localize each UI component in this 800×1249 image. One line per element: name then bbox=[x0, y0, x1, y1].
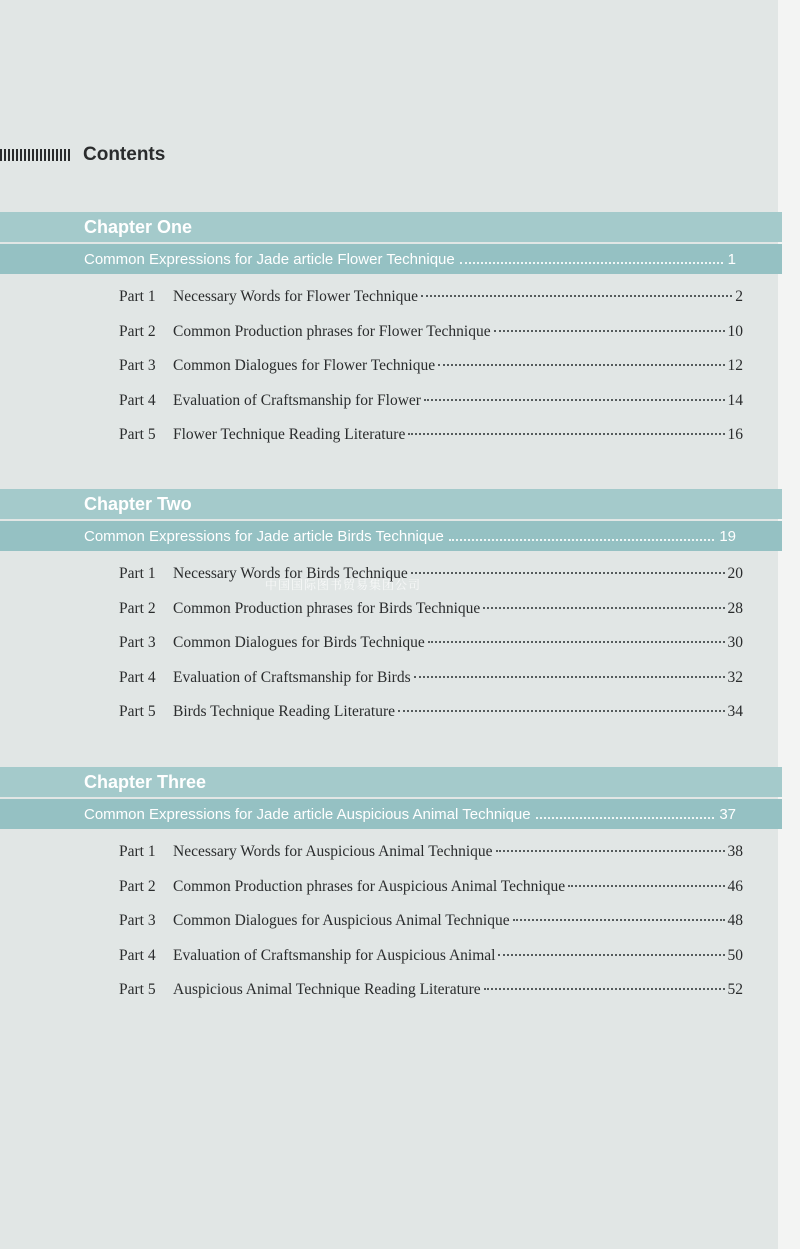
page-number: 34 bbox=[727, 703, 743, 720]
part-number: Part 5 bbox=[119, 703, 156, 720]
toc-entry[interactable] bbox=[0, 349, 782, 384]
toc-entry[interactable] bbox=[0, 904, 782, 939]
page-number: 52 bbox=[727, 981, 743, 998]
part-number: Part 2 bbox=[119, 322, 156, 340]
part-number: Part 5 bbox=[119, 981, 156, 998]
toc-entry[interactable] bbox=[0, 418, 782, 453]
chapter-subtitle: Common Expressions for Jade article Auspicious Animal Technique bbox=[84, 805, 531, 823]
chapter-page-number: 1 bbox=[727, 250, 736, 268]
part-title: Common Dialogues for Auspicious Animal Technique bbox=[173, 912, 510, 929]
part-title: Common Dialogues for Flower Technique bbox=[173, 357, 436, 374]
chapter-subtitle-entry[interactable] bbox=[0, 244, 782, 274]
chapter-title[interactable]: Chapter Three bbox=[0, 767, 782, 797]
part-number: Part 5 bbox=[119, 426, 156, 443]
chapter-subtitle: Common Expressions for Jade article Birds Technique bbox=[84, 527, 444, 545]
watermark: 中国国际图书贸易集团公司 bbox=[265, 578, 422, 592]
page-number: 14 bbox=[727, 391, 743, 409]
chapter-subtitle-entry[interactable] bbox=[0, 521, 782, 551]
part-number: Part 4 bbox=[119, 391, 156, 409]
chapter-section bbox=[0, 212, 782, 453]
dot-leader bbox=[449, 539, 714, 541]
part-number: Part 3 bbox=[119, 357, 156, 374]
toc-entry[interactable] bbox=[0, 939, 782, 974]
chapter-page-number: 37 bbox=[719, 805, 736, 823]
part-list bbox=[0, 557, 782, 730]
dot-leader bbox=[494, 330, 725, 332]
part-title: Necessary Words for Birds Technique bbox=[173, 565, 408, 582]
part-list bbox=[0, 835, 782, 1008]
part-title: Evaluation of Craftsmanship for Auspicious Animal bbox=[173, 946, 496, 964]
chapter-subtitle-entry[interactable] bbox=[0, 799, 782, 829]
decorative-bars-icon bbox=[0, 149, 70, 161]
page-number: 20 bbox=[727, 565, 743, 582]
page-number: 50 bbox=[727, 946, 743, 964]
toc-entry[interactable] bbox=[0, 695, 782, 730]
page-number: 30 bbox=[727, 634, 743, 651]
dot-leader bbox=[460, 262, 723, 264]
page-number: 12 bbox=[727, 357, 743, 374]
dot-leader bbox=[496, 850, 725, 852]
dot-leader bbox=[428, 641, 725, 643]
part-number: Part 4 bbox=[119, 946, 156, 964]
dot-leader bbox=[411, 572, 725, 574]
part-number: Part 4 bbox=[119, 668, 156, 686]
part-number: Part 3 bbox=[119, 634, 156, 651]
part-title: Necessary Words for Flower Technique bbox=[173, 288, 419, 305]
dot-leader bbox=[421, 295, 732, 297]
toc-entry[interactable] bbox=[0, 280, 782, 315]
page-title: Contents bbox=[83, 144, 166, 165]
part-title: Flower Technique Reading Literature bbox=[173, 426, 406, 443]
dot-leader bbox=[513, 919, 725, 921]
toc-entry[interactable] bbox=[0, 661, 782, 696]
chapter-subtitle: Common Expressions for Jade article Flower Technique bbox=[84, 250, 455, 268]
dot-leader bbox=[424, 399, 725, 401]
part-title: Birds Technique Reading Literature bbox=[173, 703, 396, 720]
part-number: Part 3 bbox=[119, 912, 156, 929]
part-title: Common Dialogues for Birds Technique bbox=[173, 634, 425, 651]
part-number: Part 2 bbox=[119, 877, 156, 895]
part-title: Common Production phrases for Flower Technique bbox=[173, 322, 491, 340]
page-number: 48 bbox=[727, 912, 743, 929]
toc-entry[interactable] bbox=[0, 384, 782, 419]
part-number: Part 1 bbox=[119, 843, 156, 860]
part-number: Part 1 bbox=[119, 565, 156, 582]
part-list bbox=[0, 280, 782, 453]
dot-leader bbox=[484, 988, 725, 990]
chapter-title[interactable]: Chapter One bbox=[0, 212, 782, 242]
part-title: Common Production phrases for Birds Technique bbox=[173, 599, 481, 617]
part-number: Part 1 bbox=[119, 288, 156, 305]
chapter-page-number: 19 bbox=[719, 527, 736, 545]
toc-entry[interactable] bbox=[0, 557, 782, 592]
part-title: Evaluation of Craftsmanship for Birds bbox=[173, 668, 411, 686]
toc-entry[interactable] bbox=[0, 870, 782, 905]
page-number: 32 bbox=[727, 668, 743, 686]
dot-leader bbox=[483, 607, 724, 609]
part-number: Part 2 bbox=[119, 599, 156, 617]
contents-header bbox=[0, 143, 165, 167]
page-number: 16 bbox=[727, 426, 743, 443]
page-number: 10 bbox=[727, 322, 743, 340]
dot-leader bbox=[536, 817, 715, 819]
part-title: Common Production phrases for Auspicious Animal Technique bbox=[173, 877, 566, 895]
toc-entry[interactable] bbox=[0, 315, 782, 350]
toc-entry[interactable] bbox=[0, 592, 782, 627]
dot-leader bbox=[414, 676, 725, 678]
dot-leader bbox=[438, 364, 724, 366]
toc-entry[interactable] bbox=[0, 626, 782, 661]
dot-leader bbox=[408, 433, 724, 435]
dot-leader bbox=[498, 954, 724, 956]
dot-leader bbox=[398, 710, 724, 712]
page-number: 28 bbox=[727, 599, 743, 617]
chapter-section bbox=[0, 767, 782, 1008]
page-number: 46 bbox=[727, 877, 743, 895]
part-title: Evaluation of Craftsmanship for Flower bbox=[173, 391, 421, 409]
page-number: 2 bbox=[735, 288, 743, 305]
dot-leader bbox=[568, 885, 724, 887]
part-title: Necessary Words for Auspicious Animal Technique bbox=[173, 843, 493, 860]
chapter-title[interactable]: Chapter Two bbox=[0, 489, 782, 519]
part-title: Auspicious Animal Technique Reading Literature bbox=[173, 981, 481, 998]
toc-entry[interactable] bbox=[0, 973, 782, 1008]
page-number: 38 bbox=[727, 843, 743, 860]
toc-entry[interactable] bbox=[0, 835, 782, 870]
chapter-section bbox=[0, 489, 782, 730]
